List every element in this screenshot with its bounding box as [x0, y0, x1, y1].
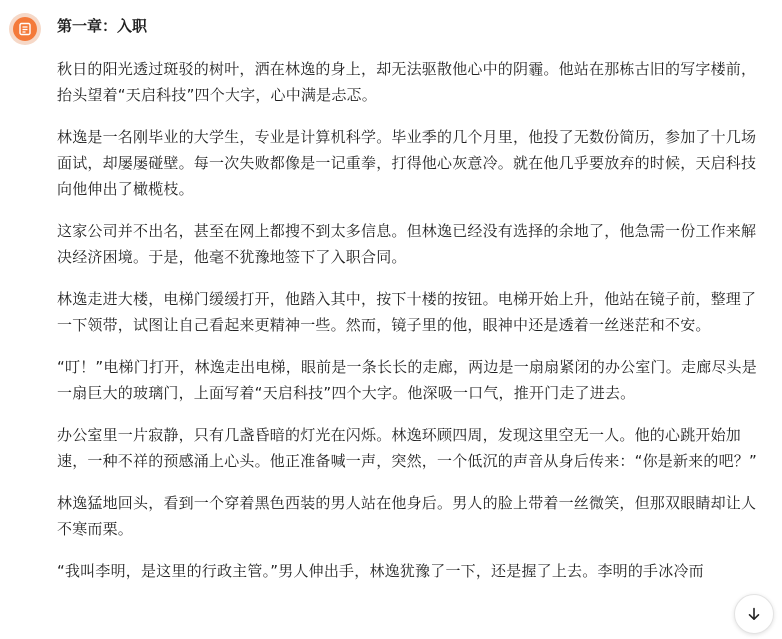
story-paragraph-2: 林逸是一名刚毕业的大学生，专业是计算机科学。毕业季的几个月里，他投了无数份简历，参加了十几场面试，却屡屡碰壁。每一次失败都像是一记重拳，打得他心灰意冷。就在他几乎要放弃的时候，天启科技向他伸出了橄榄枝。 — [57, 128, 757, 198]
story-paragraph-6: 办公室里一片寂静，只有几盏昏暗的灯光在闪烁。林逸环顾四周，发现这里空无一人。他的心跳开始加速，一种不祥的预感涌上心头。他正准备喊一声，突然，一个低沉的声音从身后传来：“你是新来的吧？” — [57, 426, 757, 470]
story-paragraph-1: 秋日的阳光透过斑驳的树叶，洒在林逸的身上，却无法驱散他心中的阴霾。他站在那栋古旧的写字楼前，抬头望着“天启科技”四个大字，心中满是忐忑。 — [57, 60, 757, 104]
story-paragraph-8: “我叫李明，是这里的行政主管。”男人伸出手，林逸犹豫了一下，还是握了上去。李明的手冰冷而 — [57, 562, 704, 580]
assistant-message — [57, 12, 769, 600]
assistant-avatar — [9, 13, 41, 45]
story-paragraph-5: “叮！”电梯门打开，林逸走出电梯，眼前是一条长长的走廊，两边是一扇扇紧闭的办公室门。走廊尽头是一扇巨大的玻璃门，上面写着“天启科技”四个大字。他深吸一口气，推开门走了进去。 — [57, 358, 757, 402]
scroll-to-bottom-button[interactable] — [734, 594, 774, 634]
logo-glyph — [18, 22, 32, 36]
chapter-title: 第一章：入职 — [57, 17, 148, 35]
story-paragraph-4: 林逸走进大楼，电梯门缓缓打开，他踏入其中，按下十楼的按钮。电梯开始上升，他站在镜子前，整理了一下领带，试图让自己看起来更精神一些。然而，镜子里的他，眼神中还是透着一丝迷茫和不安。 — [57, 290, 757, 334]
story-paragraph-3: 这家公司并不出名，甚至在网上都搜不到太多信息。但林逸已经没有选择的余地了，他急需一份工作来解决经济困境。于是，他毫不犹豫地签下了入职合同。 — [57, 222, 757, 266]
assistant-logo-icon — [13, 17, 37, 41]
story-paragraph-7: 林逸猛地回头，看到一个穿着黑色西装的男人站在他身后。男人的脸上带着一丝微笑，但那双眼睛却让人不寒而栗。 — [57, 494, 757, 538]
arrow-down-icon — [746, 606, 762, 622]
